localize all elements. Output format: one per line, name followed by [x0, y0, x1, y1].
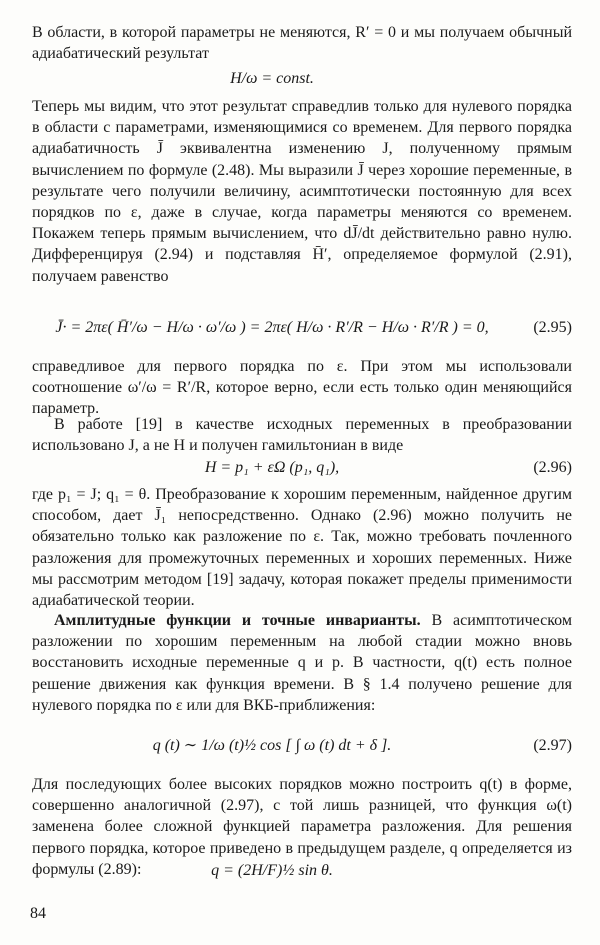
paragraph-5: где p₁ = J; q₁ = θ. Преобразование к хорошим переменным, найденное другим способом, дает J̄₁ непосредственно. Однако (2.96) можно получить не обязательно только как разложение по ε. Так, можно требовать почленного разложения для промежуточных переменных и хороших переменных. Ниже мы рассмотрим методом [19] задачу, которая покажет пределы применимости адиабатической теории.	[32, 486, 572, 610]
equation-number: (2.95)	[533, 319, 572, 336]
equation-adiabatic-result	[32, 66, 572, 92]
equation-text: H/ω = const.	[230, 70, 314, 87]
paragraph-1: В области, в которой параметры не меняются, R′ = 0 и мы получаем обычный адиабатический результат	[32, 24, 572, 63]
equation-text: J̄· = 2πε( H̄′/ω − H/ω · ω′/ω ) = 2πε( H/ω · R′/R − H/ω · R′/R ) = 0,	[55, 319, 489, 336]
paragraph-6-text: В асимптотическом разложении по хорошим переменным на любой стадии можно вновь восстановить исходные переменные q и p. В частности, q(t) есть полное решение движения как функция времени. В § 1.4 получено решение для нулевого порядка по ε или для ВКБ-приближения:	[32, 612, 572, 714]
equation-2-96	[32, 455, 572, 481]
paragraph-3: справедливое для первого порядка по ε. При этом мы использовали соотношение ω′/ω = R′/R, которое верно, если есть только один меняющийся параметр.	[32, 358, 572, 418]
equation-text: q = (2H/F)½ sin θ.	[211, 862, 333, 879]
paragraph-4: В работе [19] в качестве исходных переменных в преобразовании использовано J, а не H и получен гамильтониан в виде	[32, 416, 572, 455]
equation-text: H = p₁ + εΩ (p₁, q₁),	[204, 459, 340, 476]
section-heading: Амплитудные функции и точные инварианты.	[54, 612, 421, 629]
paragraph-2: Теперь мы видим, что этот результат справедлив только для нулевого порядка в области с параметрами, изменяющимися со временем. Для первого порядка адиабатичность J̄ эквивалентна изменению J, полученному прямым вычислением по формуле (2.48). Мы выразили J̄ через хорошие переменные, в результате чего получили величину, асимптотически постоянную для всех порядков по ε, даже в случае, когда параметры меняются со временем. Покажем теперь прямым вычислением, что dJ̄/dt действительно равно нулю. Дифференцируя (2.94) и подставляя H̄′, определяемое формулой (2.91), получаем равенство	[32, 98, 572, 285]
equation-text: q (t) ∼ 1/ω (t)½ cos [ ∫ ω (t) dt + δ ].	[152, 737, 392, 754]
equation-number: (2.96)	[533, 459, 572, 476]
paragraph-7: Для последующих более высоких порядков можно построить q(t) в форме, совершенно аналогичной (2.97), с той лишь разницей, что функция ω(t) заменена более сложной функцией параметра разложения. Для решения первого порядка, которое приведено в предыдущем разделе, q определяется из формулы (2.89):	[32, 776, 572, 878]
paragraph-6	[32, 610, 572, 716]
equation-q-solution	[32, 858, 572, 884]
equation-2-95	[32, 306, 572, 350]
equation-2-97	[32, 724, 572, 768]
page-number: 84	[30, 905, 46, 922]
equation-number: (2.97)	[533, 737, 572, 754]
